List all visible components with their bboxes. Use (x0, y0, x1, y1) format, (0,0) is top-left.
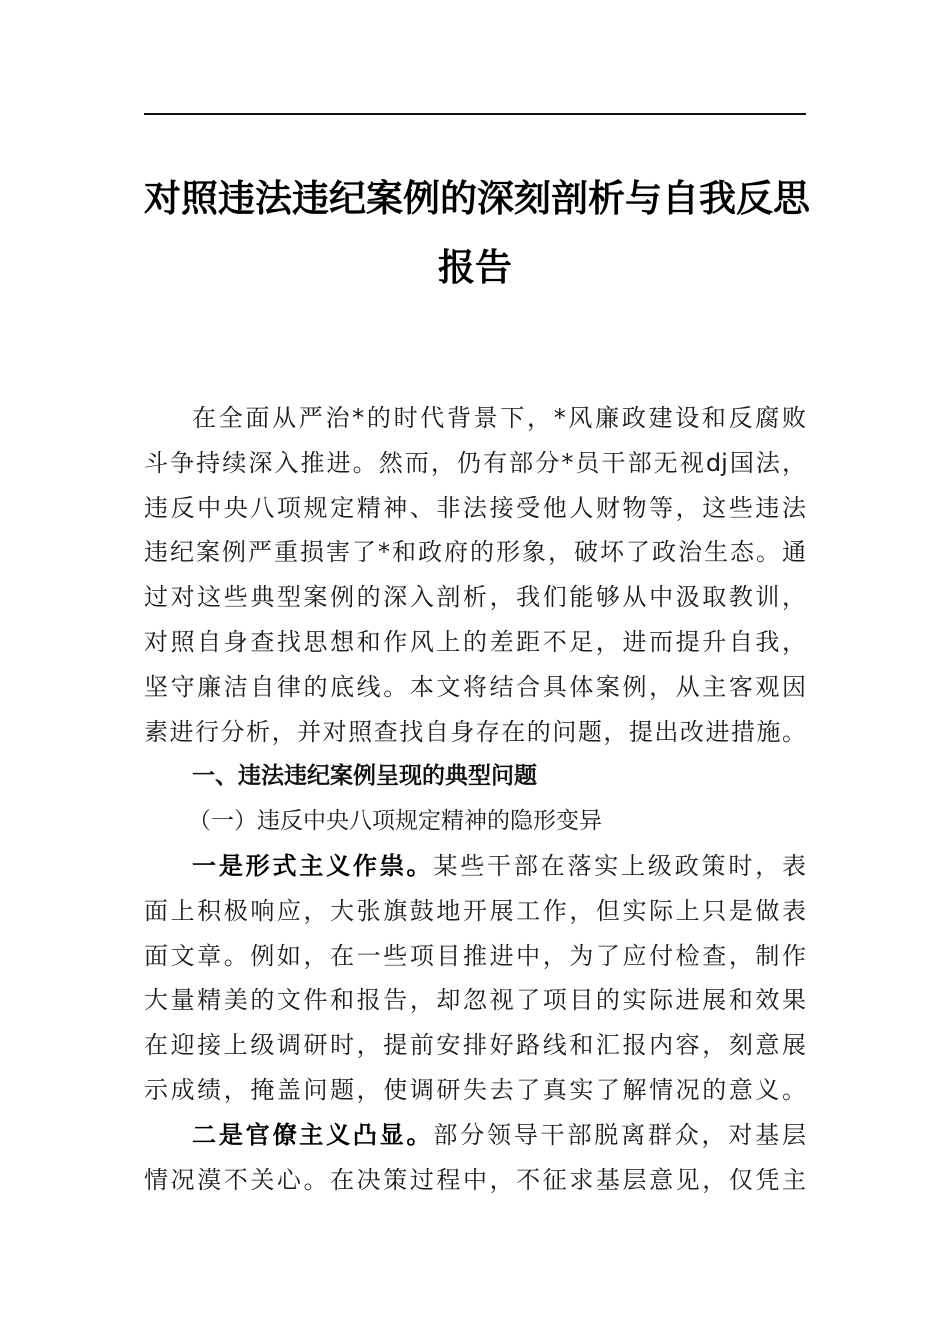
document-body (144, 396, 806, 1202)
point-1-text: 某些干部在落实上级政策时，表 (433, 851, 807, 880)
point-2-line: 情况漠不关心。在决策过程中，不征求基层意见，仅凭主 (144, 1165, 806, 1194)
point-1-lead: 一是形式主义作祟。 (192, 851, 434, 880)
point-2-text: 部分领导干部脱离群众，对基层 (433, 1120, 807, 1149)
intro-paragraph-line: 过对这些典型案例的深入剖析，我们能够从中汲取教训， (144, 583, 806, 612)
intro-paragraph-line: 斗争持续深入推进。然而，仍有部分*员干部无视dj国法， (144, 448, 806, 477)
point-1-line: 在迎接上级调研时，提前安排好路线和汇报内容，刻意展 (144, 1031, 806, 1060)
intro-paragraph-line: 在全面从严治*的时代背景下，*风廉政建设和反腐败 (192, 404, 806, 432)
point-2-first-line (144, 1113, 806, 1158)
point-1-line: 示成绩，掩盖问题，使调研失去了真实了解情况的意义。 (144, 1075, 806, 1104)
intro-paragraph-line: 素进行分析，并对照查找自身存在的问题，提出改进措施。 (144, 717, 806, 746)
document-title-line-2: 报告 (438, 245, 512, 289)
point-1-line: 面上积极响应，大张旗鼓地开展工作，但实际上只是做表 (144, 896, 806, 925)
intro-paragraph-line: 坚守廉洁自律的底线。本文将结合具体案例，从主客观因 (144, 672, 806, 701)
point-1-line: 大量精美的文件和报告，却忽视了项目的实际进展和效果 (144, 986, 806, 1015)
subsection-heading: （一）违反中央八项规定精神的隐形变异 (188, 808, 602, 835)
intro-paragraph-line: 违反中央八项规定精神、非法接受他人财物等，这些违法 (144, 493, 806, 522)
point-1-first-line (144, 844, 806, 889)
header-rule (144, 113, 806, 115)
document-title-line-1: 对照违法违纪案例的深刻剖析与自我反思 (144, 176, 810, 220)
intro-paragraph-line: 对照自身查找思想和作风上的差距不足，进而提升自我， (144, 627, 806, 656)
intro-paragraph-line: 违纪案例严重损害了*和政府的形象，破坏了政治生态。通 (144, 538, 806, 567)
point-1-line: 面文章。例如，在一些项目推进中，为了应付检查，制作 (144, 941, 806, 970)
point-2-lead: 二是官僚主义凸显。 (192, 1120, 434, 1149)
section-heading: 一、违法违纪案例呈现的典型问题 (192, 763, 537, 790)
